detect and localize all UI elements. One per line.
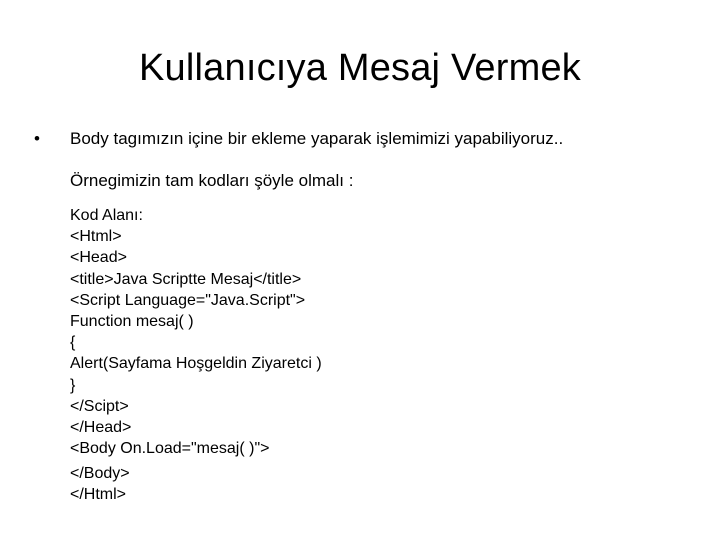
- code-line: <title>Java Scriptte Mesaj</title>: [70, 270, 302, 288]
- code-line: Alert(Sayfama Hoşgeldin Ziyaretci ): [70, 355, 322, 373]
- code-line: }: [70, 376, 76, 394]
- code-line: Function mesaj( ): [70, 312, 194, 330]
- code-block: [70, 205, 322, 459]
- code-line: </Head>: [70, 418, 132, 436]
- code-header: Kod Alanı:: [70, 207, 143, 224]
- intro-text: Örnegimizin tam kodları şöyle olmalı :: [70, 171, 354, 190]
- code-line: <Html>: [70, 228, 122, 246]
- code-line: <Head>: [70, 249, 127, 267]
- code-line: </Scipt>: [70, 397, 129, 415]
- code-line: </Body>: [70, 465, 130, 482]
- code-line: <Body On.Load="mesaj( )">: [70, 440, 270, 458]
- code-line: </Html>: [70, 486, 127, 504]
- slide-title: Kullanıcıya Mesaj Vermek: [139, 47, 581, 89]
- code-line: {: [70, 334, 76, 352]
- bullet-text: Body tagımızın içine bir ekleme yaparak işlemimizi yapabiliyoruz..: [70, 129, 564, 148]
- bullet-dot-icon: •: [34, 129, 40, 148]
- code-line: <Script Language="Java.Script">: [70, 291, 306, 309]
- code-tail-block: [70, 463, 130, 505]
